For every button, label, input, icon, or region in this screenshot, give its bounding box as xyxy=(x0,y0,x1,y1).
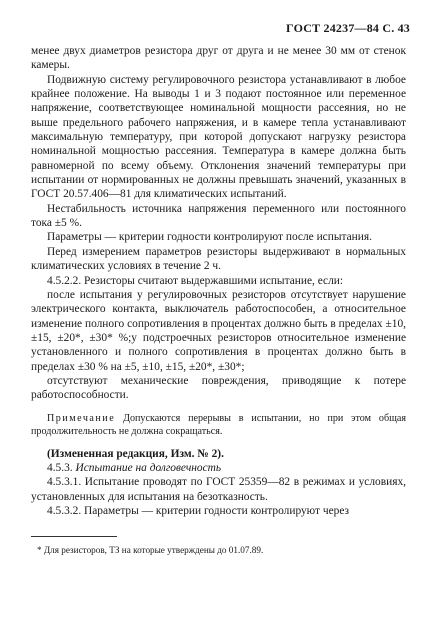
paragraph-mechanical: отсутствуют механические повреждения, приводящие к потере работоспособности. xyxy=(31,374,406,402)
paragraph-voltage-stability: Нестабильность источника напряжения переменного или постоянного тока ±5 %. xyxy=(31,202,406,230)
clause-4-5-3-1: 4.5.3.1. Испытание проводят по ГОСТ 25359—82 в режимах и условиях, установленных для испытания на безотказность. xyxy=(31,476,406,503)
page-header: ГОСТ 24237—84 С. 43 xyxy=(286,21,410,35)
footnote-divider xyxy=(31,536,117,537)
footnote: * Для резисторов, ТЗ на которые утверждены до 01.07.89. xyxy=(37,545,264,555)
paragraph-parameters-control: Параметры — критерии годности контролируют после испытания. xyxy=(47,231,372,244)
paragraph-setup: Подвижную систему регулировочного резистора устанавливают в любое крайнее положение. На выводы 1 и 3 подают постоянное или переменное напряжение, соответствующее номинальной мощности рассеяния, но не выше предельного рабочего напряжения, и в камере тепла устанавливают максимальную температуру, при которой допускают нагрузку резистора номинальной мощностью рассеяния. Температура в камере должна быть равномерной по всему объему. Отклонения значений температуры при испытании от нормированных не должны превышать значений, указанных в ГОСТ 20.57.406—81 для климатических испытаний. xyxy=(31,73,406,201)
paragraph-criteria: после испытания у регулировочных резисторов отсутствует нарушение электрического контакта, выключатель работоспособен, а относительное изменение полного сопротивления в процентах должно быть в пределах ±10, ±15, ±20*, ±30* %;у подстроечных резисторов относительное изменение установленного и полного сопротивления в процентах должно быть в пределах ±30 % на ±5, ±10, ±15, ±20*, ±30*; xyxy=(31,288,406,373)
revision-mark: (Измененная редакция, Изм. № 2). xyxy=(47,447,224,460)
clause-4-5-2-2: 4.5.2.2. Резисторы считают выдержавшими испытание, если: xyxy=(47,274,344,287)
section-title: Испытание на долговечность xyxy=(75,461,222,474)
paragraph-continuation: менее двух диаметров резистора друг от друга и не менее 30 мм от стенок камеры. xyxy=(31,45,406,72)
section-number: 4.5.3. xyxy=(47,461,73,474)
clause-4-5-3-2: 4.5.3.2. Параметры — критерии годности контролируют через xyxy=(47,504,350,517)
paragraph-conditioning: Перед измерением параметров резисторы выдерживают в нормальных климатических условиях в течение 2 ч. xyxy=(31,245,406,273)
note-text: Допускаются перерывы в испытании, но при этом общая продолжительность не должна сокращаться. xyxy=(31,412,406,437)
note-label: Примечание xyxy=(47,412,116,424)
document-body xyxy=(31,44,406,518)
section-heading xyxy=(31,461,406,475)
note xyxy=(31,412,406,438)
